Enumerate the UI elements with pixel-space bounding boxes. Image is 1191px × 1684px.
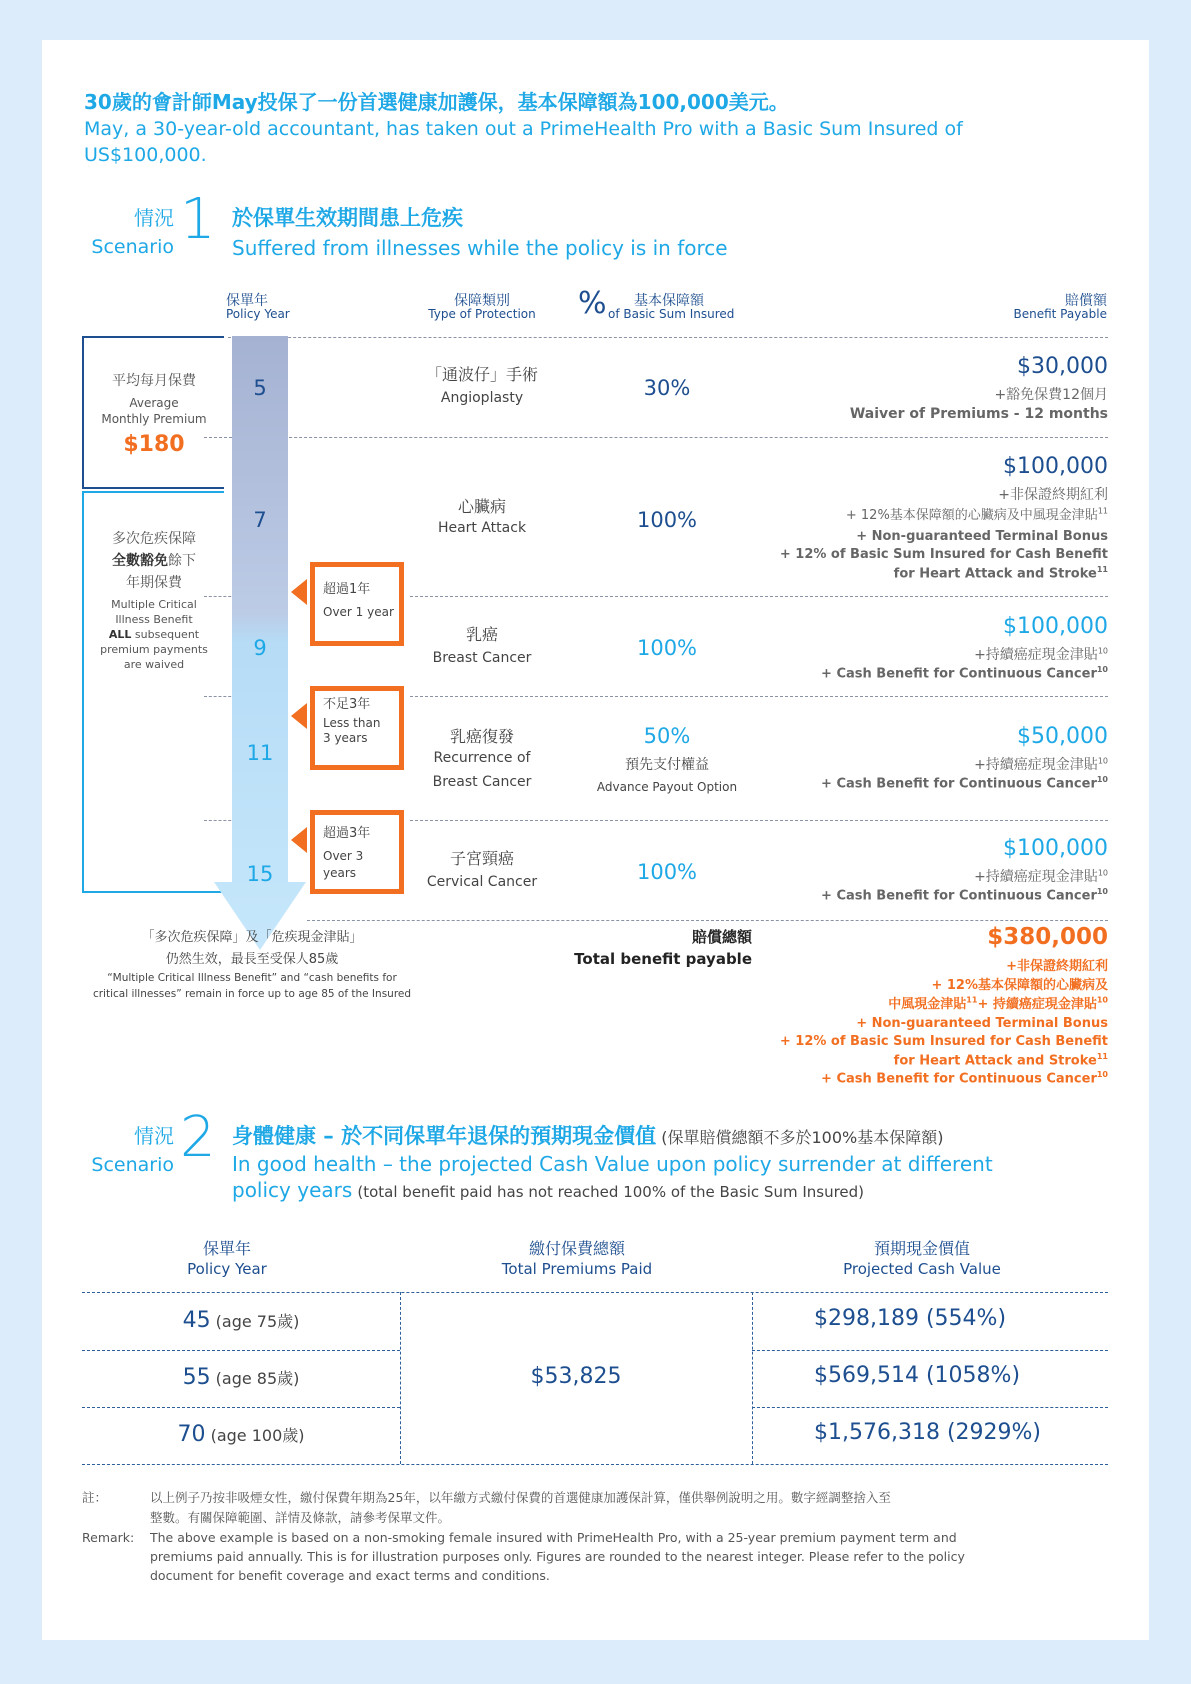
- remark-text-zh-2: 整數。有關保障範圍、詳情及條款，請參考保單文件。: [150, 1510, 451, 1525]
- note-en1-row2: + Non-guaranteed Terminal Bonus: [856, 529, 1108, 544]
- s2-header-cash-zh: 預期現金價值: [873, 1239, 970, 1258]
- brochure-card: [42, 40, 1149, 1640]
- type-en-recurrence-1: Recurrence of: [433, 750, 531, 766]
- footnote-en-1: “Multiple Critical Illness Benefit” and “cash benefits for: [107, 972, 397, 984]
- header-benefit-en: Benefit Payable: [1013, 307, 1107, 321]
- waiver-zh-2: 全數豁免餘下: [112, 553, 196, 569]
- s2-divider: [82, 1292, 1108, 1293]
- waiver-en-5: are waived: [123, 658, 185, 671]
- pct-row1: 30%: [643, 376, 691, 400]
- header-pct-en: of Basic Sum Insured: [608, 307, 735, 321]
- callout-pointer: [291, 827, 307, 853]
- note-en-row1: Waiver of Premiums - 12 months: [849, 406, 1108, 422]
- remark-text-en-1: The above example is based on a non-smoking female insured with PrimeHealth Pro, with a 25-year premium payment term and: [150, 1530, 957, 1545]
- footnote-en-2: critical illnesses” remain in force up to age 85 of the Insured: [92, 988, 412, 1000]
- intro-text-en-1: May, a 30-year-old accountant, has taken out a PrimeHealth Pro with a Basic Sum Insured of: [84, 118, 963, 140]
- s2-row2-cash: $569,514 (1058%): [814, 1363, 1021, 1388]
- year-7: 7: [253, 508, 267, 532]
- s2-row1-cash: $298,189 (554%): [814, 1306, 1007, 1331]
- waiver-en-3: ALL subsequent: [108, 628, 200, 641]
- scenario1-title-en: Suffered from illnesses while the policy is in force: [232, 236, 728, 260]
- header-year-zh: 保單年: [226, 293, 268, 309]
- header-type-zh: 保障類別: [454, 293, 510, 309]
- footnote-zh-1: 「多次危疾保障」及「危疾現金津貼」: [141, 930, 363, 945]
- s2-header-premium-en: Total Premiums Paid: [501, 1260, 653, 1278]
- total-amount: $380,000: [987, 924, 1108, 950]
- total-label-zh: 賠償總額: [691, 928, 752, 946]
- premium-label-zh: 平均每月保費: [112, 373, 196, 389]
- year-11: 11: [246, 741, 274, 765]
- callout-pointer: [291, 579, 307, 605]
- header-pct-zh: 基本保障額: [634, 293, 704, 309]
- scenario2-label-zh: 情況: [134, 1124, 174, 1148]
- type-zh-recurrence: 乳癌復發: [449, 727, 514, 746]
- note-en3-row2: for Heart Attack and Stroke$^{11}$: [893, 565, 1108, 582]
- intro-text-en-2: US$100,000.: [84, 144, 207, 166]
- callout-pointer: [291, 703, 307, 729]
- scenario2-title-en-2: policy years (total benefit paid has not reached 100% of the Basic Sum Insured): [232, 1178, 865, 1202]
- amount-row3: $100,000: [1003, 614, 1108, 639]
- s2-header-year-en: Policy Year: [187, 1260, 267, 1278]
- note-zh-row3: +持續癌症現金津貼$^{10}$: [974, 646, 1108, 663]
- type-zh-heart-attack: 心臟病: [457, 497, 506, 516]
- type-en-breast-cancer: Breast Cancer: [432, 650, 532, 666]
- scenario1-title-zh: 於保單生效期間患上危疾: [232, 206, 463, 230]
- s2-header-premium-zh: 繳付保費總額: [528, 1239, 625, 1258]
- row-divider: [204, 437, 1108, 438]
- s2-total-premiums: $53,825: [530, 1364, 622, 1389]
- type-en-angioplasty: Angioplasty: [440, 390, 524, 406]
- s2-divider: [752, 1350, 1108, 1351]
- type-en-recurrence-2: Breast Cancer: [432, 774, 532, 790]
- row-divider: [410, 820, 1108, 821]
- remark-text-en-3: document for benefit coverage and exact terms and conditions.: [150, 1568, 550, 1583]
- scenario2-label-en: Scenario: [91, 1154, 174, 1176]
- s2-row1-year: 45 (age 75歲): [182, 1308, 300, 1333]
- note-zh1-row2: +非保證終期紅利: [998, 487, 1108, 503]
- total-en-1: + Non-guaranteed Terminal Bonus: [856, 1016, 1108, 1031]
- s2-divider: [82, 1464, 1108, 1465]
- s2-header-year-zh: 保單年: [202, 1239, 251, 1258]
- premium-amount: $180: [123, 432, 185, 457]
- year-15: 15: [246, 862, 274, 886]
- pct-row3: 100%: [636, 636, 698, 660]
- waiver-en-1: Multiple Critical: [111, 598, 197, 611]
- note-en-row3: + Cash Benefit for Continuous Cancer$^{10}$: [821, 665, 1108, 682]
- scenario2-title-en-1: In good health – the projected Cash Value upon policy surrender at different: [232, 1152, 993, 1176]
- pct-zh-row4: 預先支付權益: [625, 757, 709, 773]
- header-type-en: Type of Protection: [428, 307, 536, 321]
- waiver-zh-3: 年期保費: [126, 575, 182, 591]
- row-divider: [410, 596, 1108, 597]
- total-en-4: + Cash Benefit for Continuous Cancer$^{10}$: [821, 1070, 1108, 1087]
- pct-row4: 50%: [643, 724, 691, 748]
- type-zh-breast-cancer: 乳癌: [465, 625, 498, 644]
- waiver-zh-1: 多次危疾保障: [112, 531, 196, 547]
- note-en2-row2: + 12% of Basic Sum Insured for Cash Benefit: [779, 547, 1108, 562]
- s2-row2-year: 55 (age 85歲): [182, 1365, 300, 1390]
- pct-row5: 100%: [636, 860, 698, 884]
- note-en-row5: + Cash Benefit for Continuous Cancer$^{10}$: [821, 887, 1108, 904]
- header-benefit-zh: 賠償額: [1065, 293, 1107, 309]
- footnote-zh-2: 仍然生效，最長至受保人85歲: [165, 952, 339, 967]
- year-5: 5: [253, 376, 267, 400]
- type-en-cervical-cancer: Cervical Cancer: [426, 874, 538, 890]
- note-en-row4: + Cash Benefit for Continuous Cancer$^{10}$: [821, 775, 1108, 792]
- total-zh-3: 中風現金津貼$^{11}$+ 持續癌症現金津貼$^{10}$: [888, 995, 1108, 1012]
- total-zh-2: + 12%基本保障額的心臟病及: [931, 978, 1108, 993]
- scenario2-title-zh: 身體健康 – 於不同保單年退保的預期現金價值 (保單賠償總額不多於100%基本保障額): [232, 1124, 944, 1148]
- type-zh-cervical-cancer: 子宮頸癌: [449, 849, 514, 868]
- gap-less-than-3-years: 不足3年 Less than 3 years: [310, 686, 404, 770]
- total-en-2: + 12% of Basic Sum Insured for Cash Benefit: [779, 1034, 1108, 1049]
- remark-text-en-2: premiums paid annually. This is for illustration purposes only. Figures are rounded to the nearest integer. Please refer to the policy: [150, 1549, 965, 1564]
- row-divider: [228, 337, 1108, 338]
- pct-row2: 100%: [636, 508, 698, 532]
- note-zh-row5: +持續癌症現金津貼$^{10}$: [974, 868, 1108, 885]
- s2-row3-year: 70 (age 100歲): [177, 1422, 305, 1447]
- type-zh-angioplasty: 「通波仔」手術: [425, 365, 538, 384]
- note-zh2-row2: + 12%基本保障額的心臟病及中風現金津貼$^{11}$: [845, 506, 1108, 523]
- gap-over-1-year: 超過1年 Over 1 year: [310, 562, 404, 646]
- waiver-en-4: premium payments: [100, 643, 208, 656]
- row-divider: [307, 920, 1108, 921]
- scenario1-number: 1: [180, 187, 216, 252]
- waiver-en-2: Illness Benefit: [115, 613, 193, 626]
- remark-label-en: Remark:: [82, 1530, 135, 1545]
- amount-row4: $50,000: [1017, 724, 1108, 749]
- header-year-en: Policy Year: [226, 307, 290, 321]
- type-en-heart-attack: Heart Attack: [437, 520, 527, 536]
- row-divider: [410, 696, 1108, 697]
- premium-label-en-2: Monthly Premium: [101, 412, 207, 426]
- total-zh-1: +非保證終期紅利: [1006, 959, 1108, 974]
- pct-en-row4: Advance Payout Option: [596, 780, 738, 794]
- remark-text-zh-1: 以上例子乃按非吸煙女性，繳付保費年期為25年，以年繳方式繳付保費的首選健康加護保計算，僅供舉例說明之用。數字經調整捨入至: [150, 1490, 891, 1505]
- note-zh-row4: +持續癌症現金津貼$^{10}$: [974, 756, 1108, 773]
- note-zh-row1: +豁免保費12個月: [994, 387, 1108, 403]
- year-9: 9: [253, 636, 267, 660]
- amount-row1: $30,000: [1017, 354, 1108, 379]
- amount-row5: $100,000: [1003, 836, 1108, 861]
- amount-row2: $100,000: [1003, 454, 1108, 479]
- s2-header-cash-en: Projected Cash Value: [843, 1260, 1001, 1278]
- total-label-en: Total benefit payable: [574, 950, 752, 968]
- s2-column-divider: [752, 1292, 753, 1464]
- premium-label-en-1: Average: [129, 396, 179, 410]
- scenario1-label-en: Scenario: [91, 236, 174, 258]
- total-en-3: for Heart Attack and Stroke$^{11}$: [893, 1052, 1108, 1069]
- gap-over-3-years: 超過3年 Over 3 years: [310, 810, 404, 894]
- s2-divider: [752, 1407, 1108, 1408]
- remark-label-zh: 註：: [82, 1490, 108, 1505]
- scenario2-number: 2: [180, 1105, 216, 1170]
- s2-divider: [82, 1350, 400, 1351]
- header-percent-symbol: %: [578, 286, 607, 321]
- scenario1-label-zh: 情況: [134, 206, 174, 230]
- intro-heading-zh: 30歲的會計師May投保了一份首選健康加護保，基本保障額為100,000美元。: [84, 90, 789, 114]
- s2-divider: [82, 1407, 400, 1408]
- s2-row3-cash: $1,576,318 (2929%): [814, 1420, 1042, 1445]
